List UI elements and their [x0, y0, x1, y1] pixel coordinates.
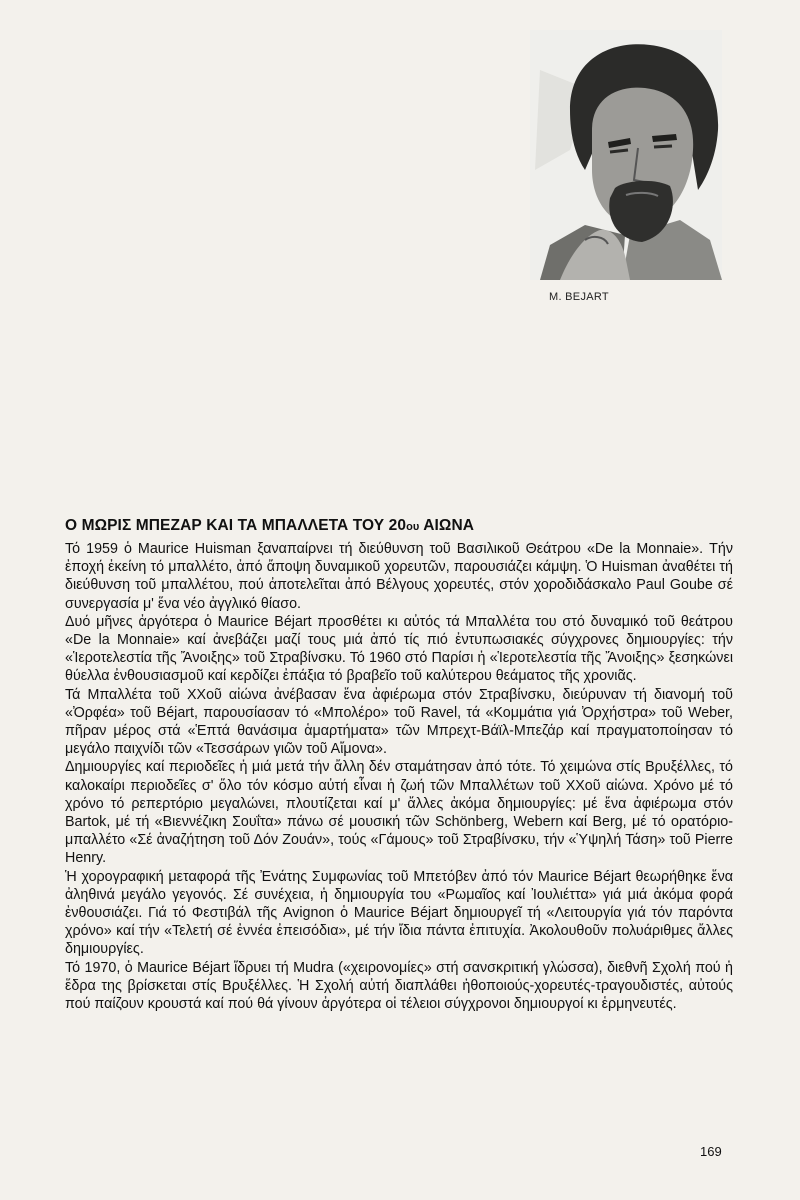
paragraph-3: Τά Μπαλλέτα τοῦ XXοῦ αἰώνα ἀνέβασαν ἕνα ἀφιέρωμα στόν Στραβίνσκυ, διεύρυναν τή διανομή τοῦ «Ὀρφέα» τοῦ Béjart, παρουσίασαν τό «Μπολέρο» τοῦ Ravel, τά «Κομμάτια γιά Ὀρχήστρα» τοῦ Weber, πῆραν μέρος στά «Ἑπτά θανάσιμα ἁμαρτήματα» τῶν Μπρεχτ-Βάϊλ-Μπεζάρ καί πραγματοποίησαν τό μεγάλο παιχνίδι τῶν «Τεσσάρων γιῶν τοῦ Αἴμονα».	[65, 686, 733, 758]
paragraph-6: Τό 1970, ὁ Maurice Béjart ἵδρυει τή Mudra («χειρονομίες» στή σανσκριτική γλώσσα), διεθνῆ Σχολή πού ἡ ἕδρα της βρίσκεται στίς Βρυξέλλες. Ἡ Σχολή αὐτή διαπλάθει ἠθοποιούς-χορευτές-τραγουδιστές, αὐτούς πού παίζουν κρουστά καί πού θά γίνουν ἀργότερα οἱ τέλειοι σύγχρονοι δημιουργοί κι ἑρμηνευτές.	[65, 959, 733, 1013]
portrait-illustration	[530, 30, 722, 280]
paragraph-5: Ἡ χορογραφική μεταφορά τῆς Ἐνάτης Συμφωνίας τοῦ Μπετόβεν ἀπό τόν Maurice Béjart θεωρήθηκε ἕνα ἀληθινά μεγάλο γεγονός. Σέ συνέχεια, ἡ δημιουργία του «Ρωμαῖος καί Ἰουλιέττα» γιά μιά ἀκόμα φορά ἐνθουσιάζει. Γιά τό Φεστιβάλ τῆς Avignon ὁ Maurice Béjart δημιουργεῖ τή «Λειτουργία γιά τόν παρόντα χρόνο» καί τήν «Τελετή σέ ἐννέα ἐπεισόδια», μέ τήν ἴδια πάντα ἐπιτυχία. Ἀκολουθοῦν πολυάριθμες ἄλλες δημιουργίες.	[65, 868, 733, 958]
article	[65, 517, 733, 1013]
article-title	[65, 517, 733, 535]
paragraph-2: Δυό μῆνες ἀργότερα ὁ Maurice Béjart προσθέτει κι αὐτός τά Μπαλλέτα του στό δυναμικό τοῦ θεάτρου «De la Monnaie» καί ἀνεβάζει μαζί τους μιά ἀπό τίς πιό ἐντυπωσιακές σύγχρονες δημιουργίες: τήν «Ἱεροτελεστία τῆς Ἄνοιξης» τοῦ Στραβίνσκυ. Τό 1960 στό Παρίσι ἡ «Ἱεροτελεστία τῆς Ἄνοιξης» ξεσηκώνει θύελλα ἐνθουσιασμοῦ καί κερδίζει ἐπάξια τό βραβεῖο τοῦ καλύτερου θεάματος τῆς χρονιᾶς.	[65, 613, 733, 685]
photo-caption: M. BEJART	[549, 291, 609, 303]
title-end: ΑΙΩΝΑ	[419, 517, 475, 534]
title-suffix: ου	[406, 521, 420, 533]
portrait-photo	[530, 30, 722, 280]
page-number: 169	[700, 1144, 722, 1159]
title-main: Ο ΜΩΡΙΣ ΜΠΕΖΑΡ ΚΑΙ ΤΑ ΜΠΑΛΛΕΤΑ ΤΟΥ 20	[65, 517, 407, 534]
paragraph-4: Δημιουργίες καί περιοδεῖες ἡ μιά μετά τήν ἄλλη δέν σταμάτησαν ἀπό τότε. Τό χειμώνα στίς Βρυξέλλες, τό καλοκαίρι περιοδεῖες σ' ὅλο τόν κόσμο αὐτή εἶναι ἡ ζωή τῶν Μπαλλέτων τοῦ XXοῦ αἰώνα. Χρόνο μέ τό χρόνο τό ρεπερτόριο μεγαλώνει, πλουτίζεται καί μ' ἄλλες ἀκόμα δημιουργίες: μέ ἕνα ἀφιέρωμα στόν Bartok, μέ τή «Βιεννέζικη Σουΐτα» πάνω σέ μουσική τῶν Schönberg, Webern καί Berg, μέ τό ορατόριο-μπαλλέτο «Σέ ἀναζήτηση τοῦ Δόν Ζουάν», τούς «Γάμους» τοῦ Στραβίνσκυ, τήν «Ὑψηλή Τάση» τοῦ Pierre Henry.	[65, 759, 733, 867]
paragraph-1: Τό 1959 ὁ Maurice Huisman ξαναπαίρνει τή διεύθυνση τοῦ Βασιλικοῦ Θεάτρου «De la Monnaie». Τήν ἐποχή ἐκείνη τό μπαλλέτο, ἀπό ἄποψη δυναμικοῦ χορευτῶν, παρουσιάζει κάμψη. Ὁ Huisman ἀναθέτει τή διεύθυνση τοῦ μπαλλέτου, πού ἀποτελεῖται ἀπό Βέλγους χορευτές, στόν χοροδιδάσκαλο Paul Goube σέ συνεργασία μ' ἕνα νέο ἀγγλικό θίασο.	[65, 541, 733, 612]
